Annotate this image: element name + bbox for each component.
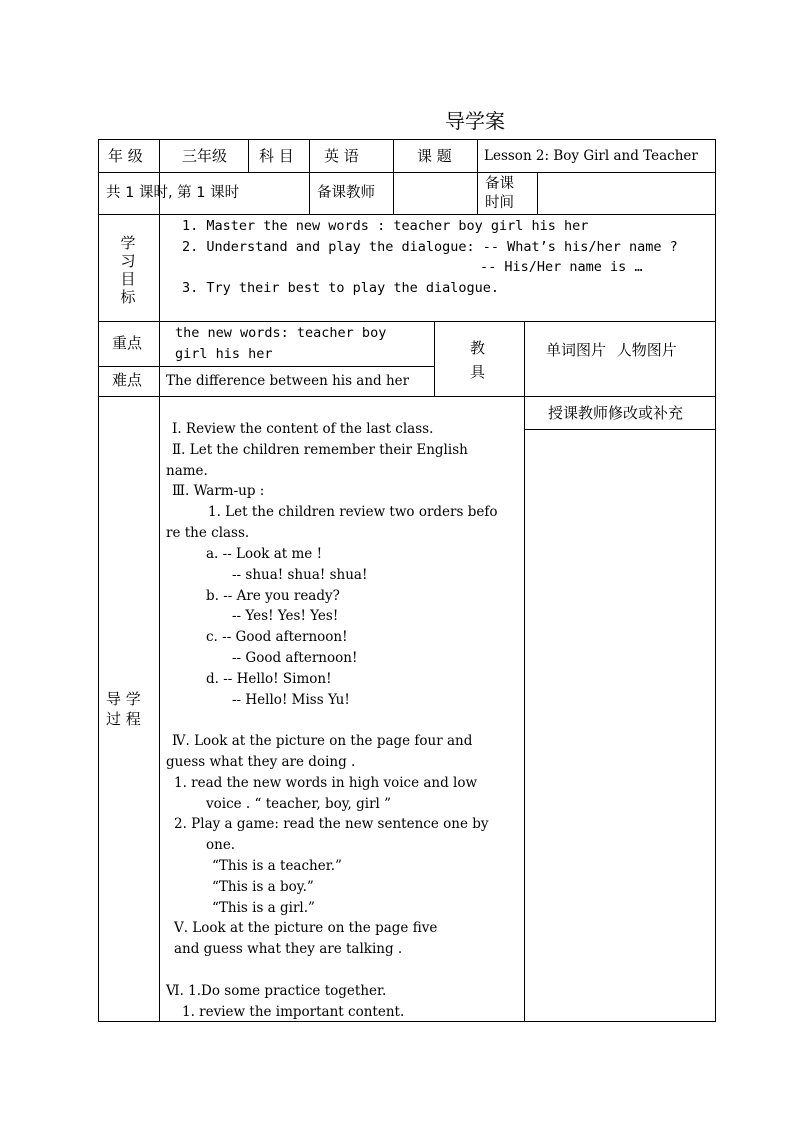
process-line: one.: [206, 837, 236, 853]
objectives-label-char: 目: [120, 270, 136, 288]
process-line: -- shua! shua! shua!: [232, 567, 368, 583]
col-divider: [309, 139, 310, 215]
objectives-label-char: 学: [120, 234, 136, 252]
col-divider: [159, 139, 160, 1022]
row-divider: [524, 429, 716, 430]
process-line: Ⅲ. Warm-up :: [172, 483, 265, 499]
process-line: Ⅵ. 1.Do some practice together.: [166, 983, 387, 999]
topic-label: 课 题: [417, 147, 452, 165]
objectives-label: [118, 234, 138, 306]
prep-time-label: 时间: [485, 195, 514, 211]
period-text: 共 1 课时, 第 1 课时: [106, 185, 240, 201]
process-line: 1. read the new words in high voice and low: [174, 775, 478, 791]
teaching-aids-label: 具: [470, 363, 486, 381]
prep-teacher-label: 备课教师: [317, 185, 375, 201]
process-line: re the class.: [166, 525, 250, 541]
col-divider: [393, 139, 394, 215]
col-divider: [248, 139, 249, 173]
process-line: 1. review the important content.: [182, 1004, 405, 1020]
process-line: 2. Play a game: read the new sentence one by: [174, 816, 489, 832]
col-divider: [434, 321, 435, 397]
col-divider: [537, 172, 538, 215]
process-label: 过 程: [106, 710, 141, 728]
process-label: 导 学: [106, 690, 141, 708]
process-line: “This is a teacher.”: [212, 858, 342, 874]
objectives-label-char: 标: [120, 288, 136, 306]
teaching-aids-label: 教: [470, 339, 486, 357]
process-line: guess what they are doing .: [166, 754, 356, 770]
objective-item: 3. Try their best to play the dialogue.: [182, 280, 499, 296]
topic-value: Lesson 2: Boy Girl and Teacher: [484, 148, 698, 164]
objective-item: 2. Understand and play the dialogue: -- What’s his/her name ?: [182, 239, 678, 255]
revision-header: 授课教师修改或补充: [548, 404, 684, 422]
col-divider: [524, 321, 525, 1022]
row-divider: [98, 396, 716, 397]
row-divider: [98, 172, 716, 173]
page-title: 导学案: [445, 109, 505, 133]
process-line: Ⅰ. Review the content of the last class.: [172, 421, 434, 437]
process-line: “This is a girl.”: [212, 900, 315, 916]
teaching-aids-text: 单词图片 人物图片: [546, 341, 677, 359]
col-divider: [477, 139, 478, 215]
grade-value: 三年级: [182, 147, 228, 165]
process-line: a. -- Look at me !: [206, 546, 323, 562]
objectives-label-char: 习: [120, 252, 136, 270]
key-points-label: 重点: [112, 334, 143, 352]
grade-label: 年 级: [108, 147, 143, 165]
process-line: Ⅱ. Let the children remember their English: [172, 442, 468, 458]
process-line: name.: [166, 463, 208, 479]
row-divider: [98, 366, 434, 367]
difficulty-text: The difference between his and her: [166, 373, 410, 389]
subject-value: 英 语: [324, 147, 359, 165]
row-divider: [98, 321, 716, 322]
process-line: -- Good afternoon!: [232, 650, 358, 666]
key-points-line: girl his her: [175, 346, 273, 362]
process-line: b. -- Are you ready?: [206, 588, 340, 604]
process-line: 1. Let the children review two orders befo: [208, 504, 498, 520]
key-points-line: the new words: teacher boy: [175, 325, 387, 341]
process-line: and guess what they are talking .: [174, 941, 403, 957]
process-line: d. -- Hello! Simon!: [206, 671, 332, 687]
process-line: -- Yes! Yes! Yes!: [232, 608, 339, 624]
process-line: Ⅴ. Look at the picture on the page five: [174, 920, 438, 936]
subject-label: 科 目: [259, 147, 294, 165]
process-line: c. -- Good afternoon!: [206, 629, 348, 645]
row-divider: [98, 214, 716, 215]
process-line: voice . “ teacher, boy, girl ”: [206, 796, 392, 812]
process-line: Ⅳ. Look at the picture on the page four and: [172, 733, 473, 749]
difficulty-label: 难点: [112, 371, 143, 389]
process-line: “This is a boy.”: [212, 879, 314, 895]
objective-item: -- His/Her name is …: [480, 259, 643, 275]
prep-time-label: 备课: [485, 176, 514, 192]
objective-item: 1. Master the new words : teacher boy girl his her: [182, 218, 589, 234]
process-line: -- Hello! Miss Yu!: [232, 692, 350, 708]
